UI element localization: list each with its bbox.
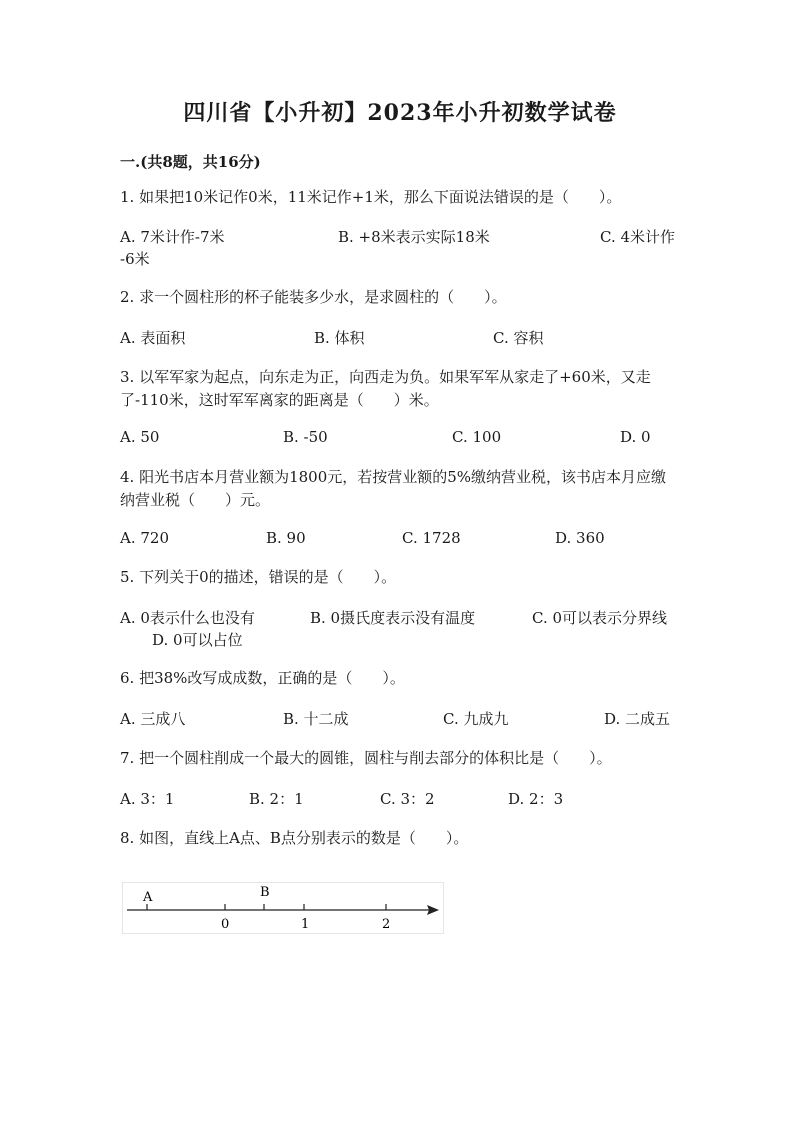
question-2-option-a: A. 表面积: [120, 329, 186, 347]
question-7-option-b: B. 2：1: [249, 790, 304, 808]
question-6-option-b: B. 十二成: [283, 710, 349, 728]
question-1-option-c: C. 4米计作: [600, 228, 676, 246]
tick-label-2: 2: [382, 917, 391, 932]
question-5-option-b: B. 0摄氏度表示没有温度: [310, 609, 476, 627]
question-5-option-c: C. 0可以表示分界线: [532, 609, 668, 627]
question-1-option-a: A. 7米计作-7米: [120, 228, 225, 246]
question-3-option-b: B. -50: [283, 428, 328, 446]
page-title: 四川省【小升初】2023年小升初数学试卷: [183, 100, 617, 126]
question-4-stem: 4. 阳光书店本月营业额为1800元，若按营业额的5%缴纳营业税，该书店本月应缴纳营业税（ ）元。: [120, 468, 667, 509]
question-8-stem: 8. 如图，直线上A点、B点分别表示的数是（ ）。: [120, 829, 469, 847]
question-3-option-c: C. 100: [452, 428, 502, 446]
question-1-option-b: B. +8米表示实际18米: [338, 228, 490, 246]
question-4-option-d: D. 360: [555, 529, 605, 547]
tick-label-0: 0: [221, 917, 230, 932]
question-7-stem: 7. 把一个圆柱削成一个最大的圆锥，圆柱与削去部分的体积比是（ ）。: [120, 749, 612, 767]
question-2-option-c: C. 容积: [493, 329, 544, 347]
point-a-label: A: [143, 890, 153, 905]
question-6-option-a: A. 三成八: [120, 710, 186, 728]
question-3-option-d: D. 0: [620, 428, 651, 446]
question-5-option-a: A. 0表示什么也没有: [120, 609, 255, 627]
question-1-stem: 1. 如果把10米记作0米，11米记作+1米，那么下面说法错误的是（ ）。: [120, 188, 622, 206]
question-7-option-a: A. 3：1: [120, 790, 175, 808]
tick-label-1: 1: [301, 917, 310, 932]
question-1-option-c-continued: -6米: [120, 250, 150, 268]
question-7-option-d: D. 2：3: [508, 790, 564, 808]
section-heading: 一.(共8题，共16分): [120, 153, 261, 171]
point-b-label: B: [260, 885, 270, 900]
question-2-option-b: B. 体积: [314, 329, 365, 347]
question-6-option-c: C. 九成九: [443, 710, 509, 728]
question-5-option-d: D. 0可以占位: [152, 631, 243, 649]
number-line-figure: [122, 882, 444, 934]
number-line-svg: [123, 883, 443, 933]
question-3-stem: 3. 以军军家为起点，向东走为正，向西走为负。如果军军从家走了+60米，又走了-110米，这时军军离家的距离是（ ）米。: [120, 368, 651, 409]
question-4-option-b: B. 90: [266, 529, 306, 547]
question-3-option-a: A. 50: [120, 428, 160, 446]
question-5-stem: 5. 下列关于0的描述，错误的是（ ）。: [120, 568, 397, 586]
question-7-option-c: C. 3：2: [380, 790, 435, 808]
question-2-stem: 2. 求一个圆柱形的杯子能装多少水，是求圆柱的（ ）。: [120, 288, 507, 306]
question-4-option-a: A. 720: [120, 529, 169, 547]
question-6-stem: 6. 把38%改写成成数，正确的是（ ）。: [120, 669, 405, 687]
question-6-option-d: D. 二成五: [604, 710, 671, 728]
question-4-option-c: C. 1728: [402, 529, 461, 547]
